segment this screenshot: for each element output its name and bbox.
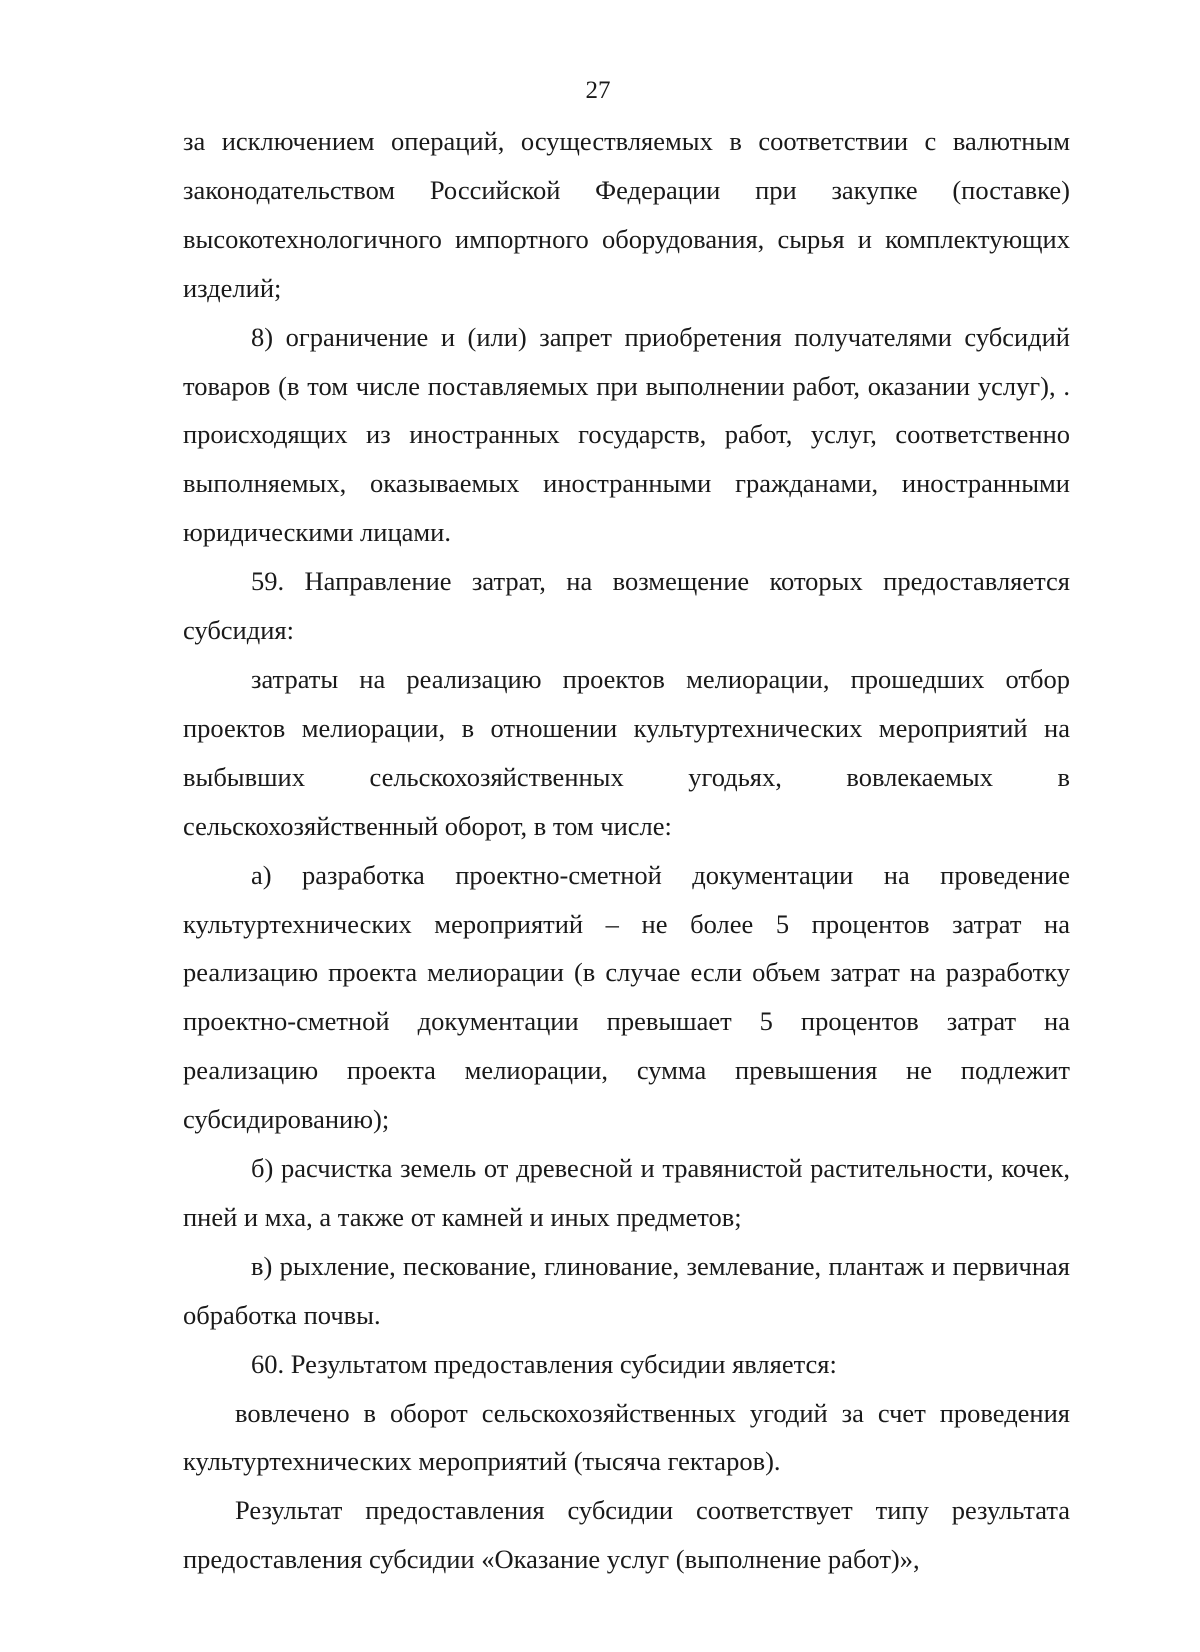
paragraph-59-a: а) разработка проектно-сметной документации на проведение культуртехнических мероприятий – не более 5 процентов затрат на реализацию проекта мелиорации (в случае если объем затрат на разработку проектно-сметной документации превышает 5 процентов затрат на реализацию проекта мелиорации, сумма превышения не подлежит субсидированию); <box>183 859 1070 1135</box>
paragraph-60: 60. Результатом предоставления субсидии является: <box>251 1348 837 1379</box>
paragraph-59: 59. Направление затрат, на возмещение которых предоставляется субсидия: <box>183 566 1070 646</box>
paragraph-59-b: б) расчистка земель от древесной и травянистой растительности, кочек, пней и мха, а также от камней и иных предметов; <box>183 1153 1070 1232</box>
paragraph-continuation: за исключением операций, осуществляемых в соответствии с валютным законодательством Российской Федерации при закупке (поставке) высокотехнологичного импортного оборудования, сырья и комплектующих изделий; <box>183 126 1070 303</box>
document-body <box>183 117 1070 1584</box>
paragraph-item-8: 8) ограничение и (или) запрет приобретения получателями субсидий товаров (в том числе поставляемых при выполнении работ, оказании услуг), . происходящих из иностранных государств, работ, услуг, соответственно выполняемых, оказываемых иностранными гражданами, иностранными юридическими лицами. <box>183 321 1070 548</box>
paragraph-60-result: вовлечено в оборот сельскохозяйственных угодий за счет проведения культуртехнических мероприятий (тысяча гектаров). <box>183 1397 1070 1477</box>
page-number: 27 <box>585 77 611 104</box>
paragraph-result-type: Результат предоставления субсидии соответствует типу результата предоставления субсидии «Оказание услуг (выполнение работ)», <box>183 1495 1070 1575</box>
paragraph-59-costs: затраты на реализацию проектов мелиорации, прошедших отбор проектов мелиорации, в отношении культуртехнических мероприятий на выбывших сельскохозяйственных угодьях, вовлекаемых в сельскохозяйственный оборот, в том числе: <box>183 663 1070 841</box>
paragraph-59-v: в) рыхление, пескование, глинование, землевание, плантаж и первичная обработка почвы. <box>183 1250 1070 1330</box>
